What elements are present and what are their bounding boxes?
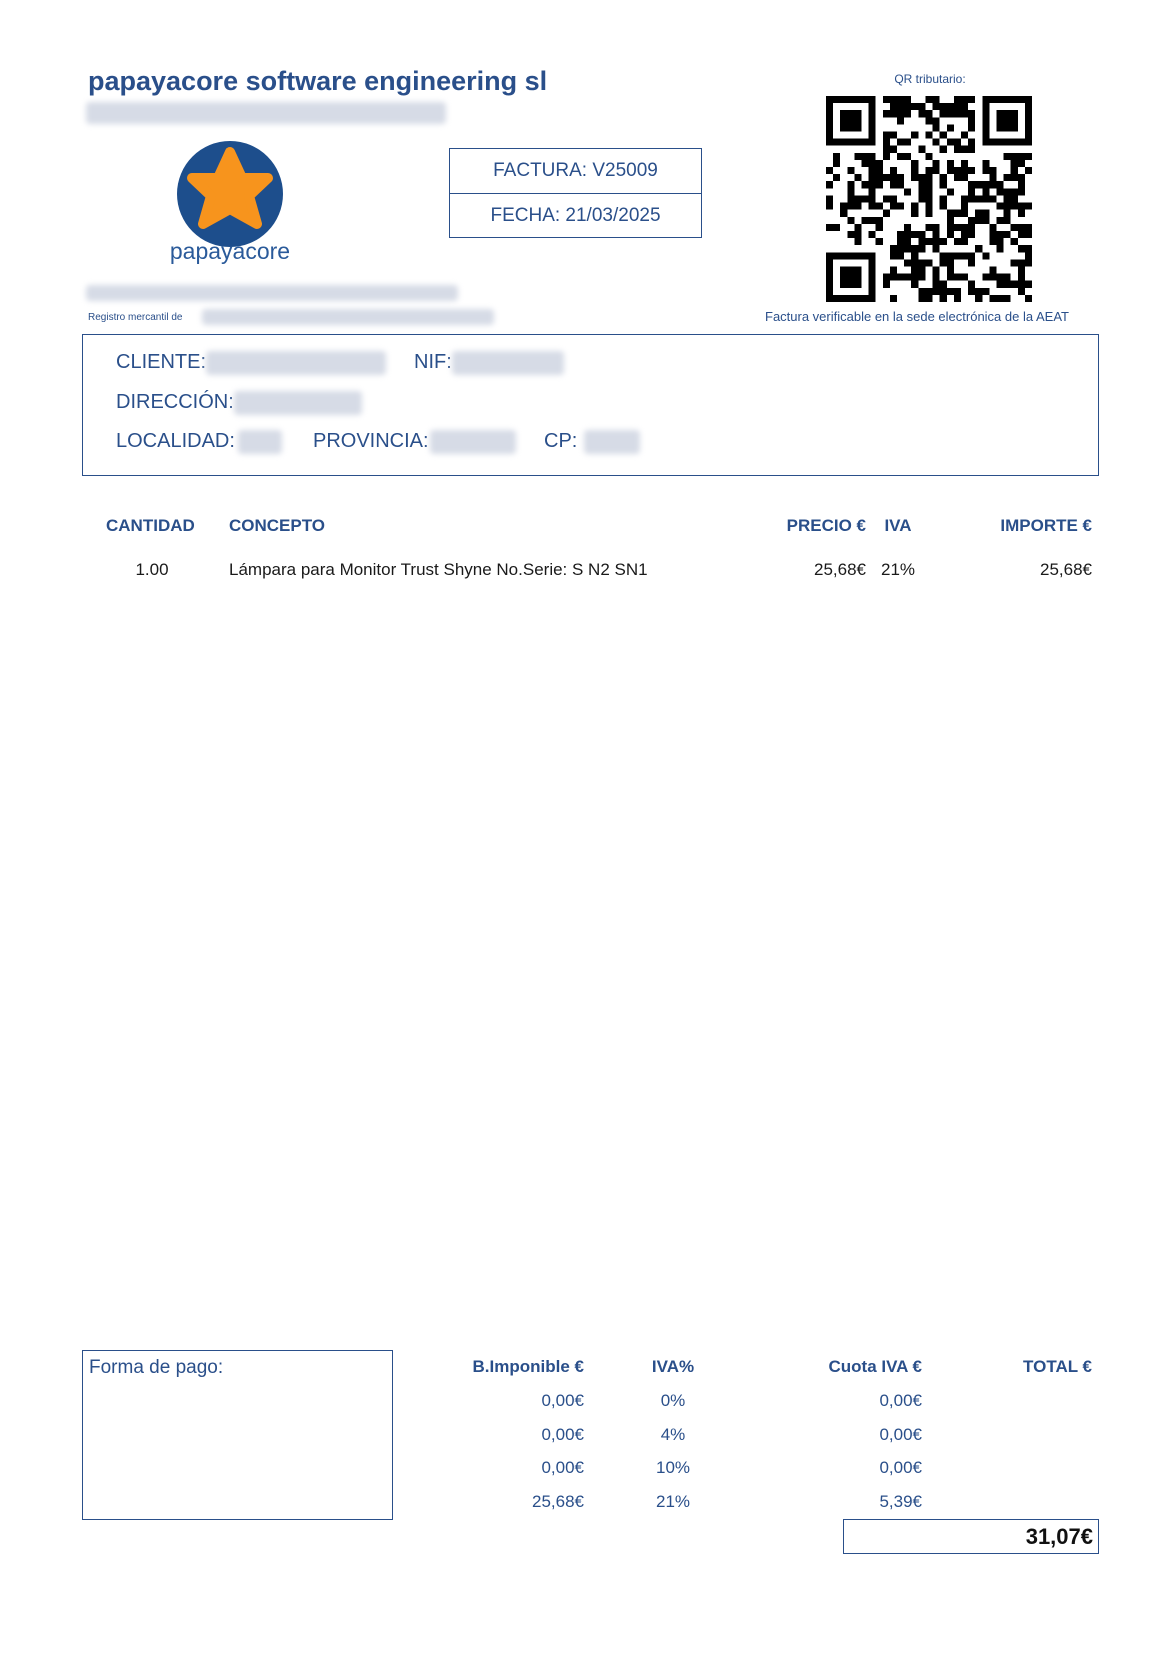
client-cp-redacted [584,430,640,454]
summary-cuota: 5,39€ [879,1492,922,1511]
client-province-label: PROVINCIA: [313,430,429,452]
item-importe: 25,68€ [1040,560,1092,579]
summary-row [0,1425,1175,1449]
total-box [843,1519,1099,1554]
summary-base: 25,68€ [532,1492,584,1511]
client-name-label: CLIENTE: [116,351,207,373]
summary-cuota: 0,00€ [879,1458,922,1477]
col-header-iva: IVA [884,516,912,535]
item-precio: 25,68€ [814,560,866,579]
qr-label: QR tributario: [894,72,966,86]
summary-base: 0,00€ [541,1391,584,1410]
aeat-caption: Factura verificable en la sede electrónica de la AEAT [765,309,1069,324]
summary-iva-pct: 10% [655,1458,691,1477]
registro-mercantil-redacted [202,309,494,325]
summary-iva-pct: 0% [660,1391,686,1410]
summary-header-iva-pct: IVA% [651,1357,695,1376]
summary-cuota: 0,00€ [879,1425,922,1444]
invoice-number: FACTURA: V25009 [493,160,658,181]
summary-row [0,1458,1175,1482]
company-contact-redacted [86,102,446,124]
client-locality-redacted [238,430,282,454]
summary-row [0,1492,1175,1516]
qr-modules [826,96,1032,302]
client-address-redacted [234,391,362,415]
summary-iva-pct: 4% [660,1425,686,1444]
invoice-info-box [449,148,702,238]
client-province-redacted [430,430,516,454]
summary-header-base: B.Imponible € [472,1357,584,1376]
logo-wordmark: papayacore [169,238,291,264]
summary-cuota: 0,00€ [879,1391,922,1410]
company-address-redacted [86,285,458,301]
col-header-importe: IMPORTE € [1000,516,1092,535]
client-locality-label: LOCALIDAD: [116,430,235,452]
summary-iva-pct: 21% [655,1492,691,1511]
item-cantidad: 1.00 [135,560,169,579]
summary-base: 0,00€ [541,1425,584,1444]
col-header-precio: PRECIO € [786,516,866,535]
item-iva: 21% [880,560,916,579]
summary-header-total: TOTAL € [1023,1357,1092,1376]
payment-method-label: Forma de pago: [89,1357,224,1378]
table-row [0,560,1175,584]
col-header-concepto: CONCEPTO [229,516,326,535]
summary-header-cuota: Cuota IVA € [828,1357,922,1376]
summary-row [0,1391,1175,1415]
total-amount: 31,07€ [1025,1524,1093,1549]
invoice-date: FECHA: 21/03/2025 [450,193,701,238]
client-cp-label: CP: [544,430,578,452]
client-nif-label: NIF: [414,351,452,373]
client-nif-redacted [452,351,564,375]
company-name: papayacore software engineering sl [88,66,548,96]
client-address-label: DIRECCIÓN: [116,391,234,413]
registro-mercantil-label: Registro mercantil de [88,312,183,323]
qr-code [826,96,1032,302]
client-name-redacted [206,351,386,375]
summary-base: 0,00€ [541,1458,584,1477]
col-header-cantidad: CANTIDAD [106,516,195,535]
item-concepto: Lámpara para Monitor Trust Shyne No.Serie: S N2 SN1 [229,560,648,579]
